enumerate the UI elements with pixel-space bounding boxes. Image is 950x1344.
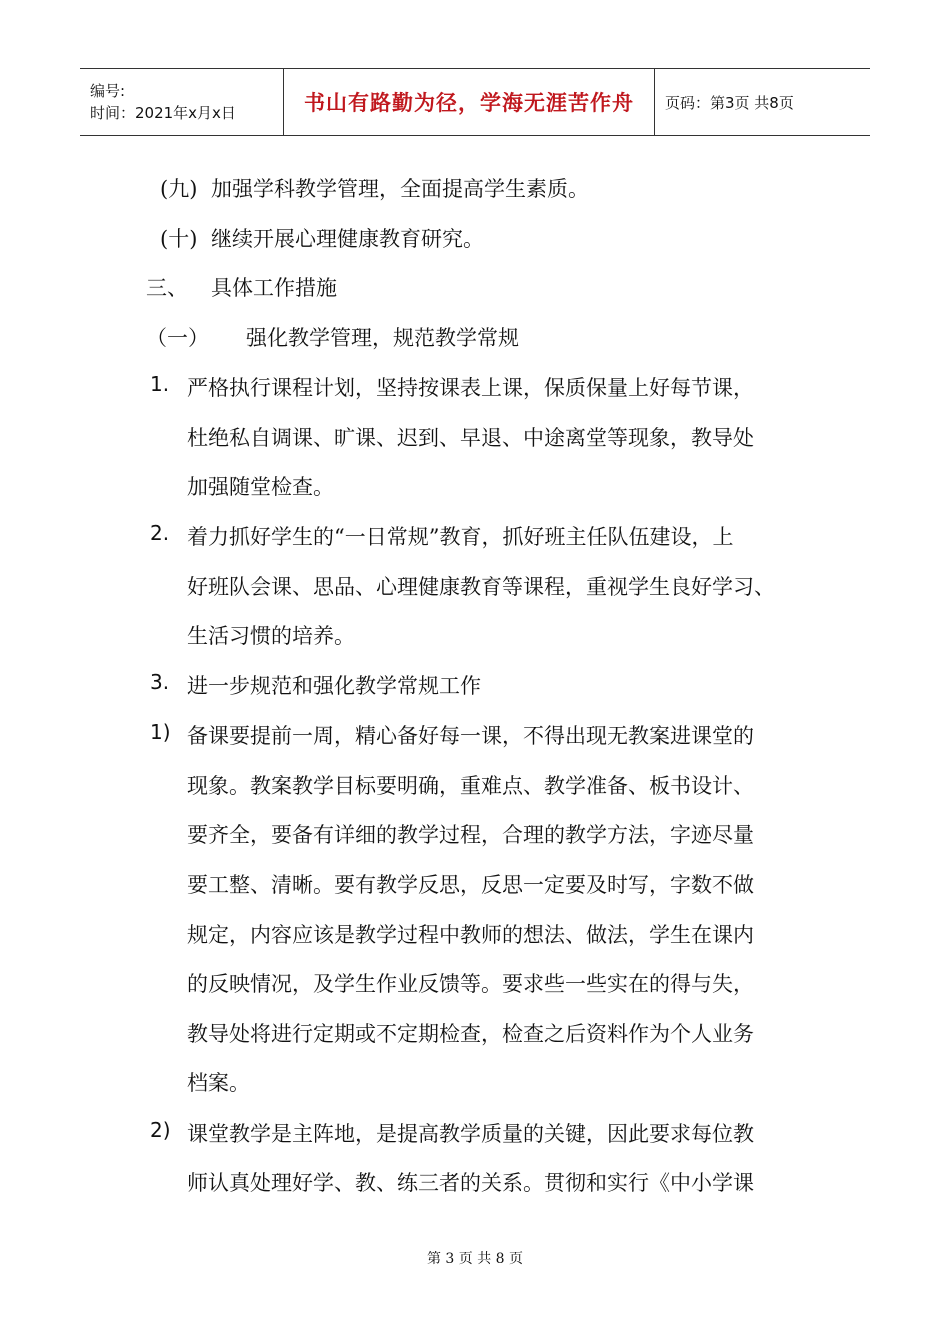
para-2-marker: 2. [150, 521, 170, 545]
para-1-marker: 1. [150, 372, 170, 396]
item-9-marker: (九) [160, 177, 198, 201]
page-footer [0, 1248, 950, 1268]
sub-1-text: 强化教学管理，规范教学常规 [246, 326, 519, 350]
header-meta [80, 69, 283, 135]
para-2-line-3: 生活习惯的培养。 [187, 624, 355, 648]
para-5-line-1: 课堂教学是主阵地，是提高教学质量的关键，因此要求每位教 [187, 1122, 754, 1146]
header-motto-cell [283, 69, 655, 135]
section-3-text: 具体工作措施 [211, 276, 337, 300]
item-10-marker: (十) [160, 227, 198, 251]
footer-page-number: 第 3 页 共 8 页 [426, 1251, 524, 1267]
para-4-marker: 1) [150, 720, 171, 744]
para-4-line-8: 档案。 [187, 1071, 250, 1095]
number-label: 编号: [90, 82, 126, 100]
para-3-line-1: 进一步规范和强化教学常规工作 [187, 674, 481, 698]
para-4-line-3: 要齐全，要备有详细的教学过程，合理的教学方法，字迹尽量 [187, 823, 754, 847]
para-4-line-6: 的反映情况，及学生作业反馈等。要求些一些实在的得与失， [187, 972, 754, 996]
page-code: 页码：第3页 共8页 [665, 93, 794, 112]
para-5-line-2: 师认真处理好学、教、练三者的关系。贯彻和实行《中小学课 [187, 1171, 754, 1195]
time-label: 时间：2021年x月x日 [90, 104, 236, 122]
para-5-marker: 2) [150, 1118, 171, 1142]
para-4-line-4: 要工整、清晰。要有教学反思，反思一定要及时写，字数不做 [187, 873, 754, 897]
para-1-line-1: 严格执行课程计划，坚持按课表上课，保质保量上好每节课， [187, 376, 754, 400]
section-3-marker: 三、 [146, 276, 188, 300]
para-1-line-2: 杜绝私自调课、旷课、迟到、早退、中途离堂等现象，教导处 [187, 426, 754, 450]
sub-1-marker: （一） [146, 326, 209, 350]
para-4-line-2: 现象。教案教学目标要明确，重难点、教学准备、板书设计、 [187, 774, 754, 798]
para-2-line-2: 好班队会课、思品、心理健康教育等课程，重视学生良好学习、 [187, 575, 775, 599]
header-page-cell [655, 69, 870, 135]
para-3-marker: 3. [150, 670, 170, 694]
item-9-text: 加强学科教学管理，全面提高学生素质。 [211, 177, 589, 201]
motto-text: 书山有路勤为径，学海无涯苦作舟 [304, 91, 634, 115]
para-4-line-1: 备课要提前一周，精心备好每一课，不得出现无教案进课堂的 [187, 724, 754, 748]
para-4-line-5: 规定，内容应该是教学过程中教师的想法、做法，学生在课内 [187, 923, 754, 947]
para-2-line-1: 着力抓好学生的“一日常规”教育，抓好班主任队伍建设，上 [187, 525, 734, 549]
para-4-line-7: 教导处将进行定期或不定期检查，检查之后资料作为个人业务 [187, 1022, 754, 1046]
para-1-line-3: 加强随堂检查。 [187, 475, 334, 499]
item-10-text: 继续开展心理健康教育研究。 [211, 227, 484, 251]
page-header [80, 68, 870, 136]
